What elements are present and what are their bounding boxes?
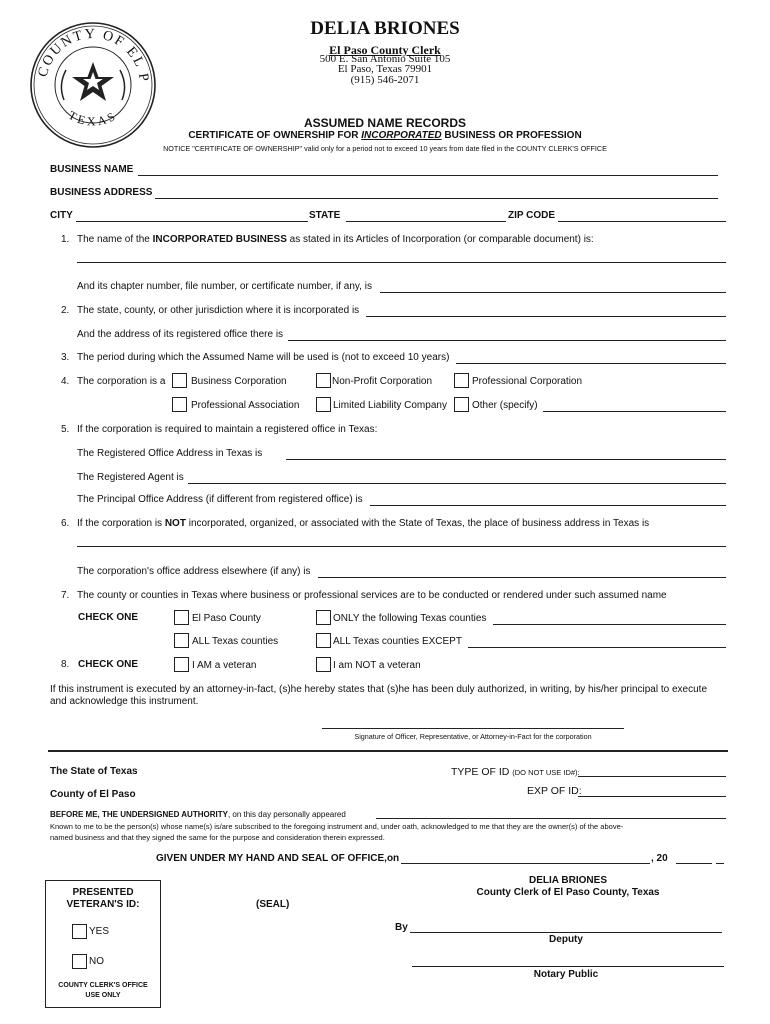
item-3-field[interactable]	[456, 363, 726, 364]
office-phone: (915) 546-2071	[350, 74, 420, 86]
type-of-id-field[interactable]	[578, 776, 726, 777]
item-1-field[interactable]	[77, 262, 726, 263]
personally-appeared-field[interactable]	[376, 818, 726, 819]
zip-field[interactable]	[558, 221, 726, 222]
veteran-yes-label: YES	[89, 926, 110, 937]
item-3-text: The period during which the Assumed Name will be used is (not to exceed 10 years)	[77, 352, 450, 363]
item-2-number: 2.	[61, 305, 70, 316]
principal-office-label: The Principal Office Address (if different from registered office) is	[77, 494, 363, 505]
year-field-2[interactable]	[716, 863, 724, 864]
item-2-text: The state, county, or other jurisdiction where it is incorporated is	[77, 305, 360, 316]
item-1-number: 1.	[61, 234, 70, 245]
item-7-text: The county or counties in Texas where business or professional services are to be conducted or rendered under such assumed name	[77, 590, 667, 601]
business-address-field[interactable]	[155, 198, 718, 199]
office-elsewhere-field[interactable]	[318, 577, 726, 578]
item-4-number: 4.	[61, 376, 70, 387]
all-except-checkbox[interactable]	[316, 633, 331, 648]
notice: NOTICE "CERTIFICATE OF OWNERSHIP" valid only for a period not to exceed 10 years from date filed in the COUNTY CLERK'S OFFICE	[163, 144, 607, 153]
principal-office-field[interactable]	[370, 505, 726, 506]
not-veteran-label: I am NOT a veteran	[333, 660, 421, 671]
only-following-field[interactable]	[493, 624, 726, 625]
given-date-field[interactable]	[401, 863, 650, 864]
county-seal	[28, 20, 158, 150]
city-label: CITY	[50, 210, 73, 221]
clerk-signature-name: DELIA BRIONES	[529, 875, 607, 886]
veteran-box-footer-1: COUNTY CLERK'S OFFICE	[58, 982, 148, 989]
item-5-number: 5.	[61, 424, 70, 435]
type-of-id-label: TYPE OF ID (DO NOT USE ID#):	[451, 766, 580, 778]
item-1-text: The name of the INCORPORATED BUSINESS as stated in its Articles of Incorporation (or comparable document) is:	[77, 234, 594, 245]
item-5-text: If the corporation is required to maintain a registered office in Texas:	[77, 424, 378, 435]
llc-label: Limited Liability Company	[333, 400, 447, 411]
given-under-hand: GIVEN UNDER MY HAND AND SEAL OF OFFICE,on	[156, 853, 400, 864]
deputy-label: Deputy	[549, 934, 583, 945]
item-8-number: 8.	[61, 659, 70, 670]
check-one-8-label: CHECK ONE	[78, 659, 139, 670]
item-2-address-field[interactable]	[288, 340, 726, 341]
business-address-label: BUSINESS ADDRESS	[50, 187, 153, 198]
clerk-name: DELIA BRIONES	[310, 18, 460, 39]
veteran-box-title-1: PRESENTED	[72, 887, 134, 898]
veteran-label: I AM a veteran	[192, 660, 257, 671]
registered-office-label: The Registered Office Address in Texas is	[77, 448, 263, 459]
document-title: ASSUMED NAME RECORDS	[303, 116, 466, 130]
check-one-label: CHECK ONE	[78, 612, 139, 623]
llc-checkbox[interactable]	[316, 397, 331, 412]
signature-caption: Signature of Officer, Representative, or Attorney-in-Fact for the corporation	[354, 732, 592, 741]
office-elsewhere-label: The corporation's office address elsewhere (if any) is	[77, 566, 311, 577]
before-me-text: BEFORE ME, THE UNDERSIGNED AUTHORITY, on this day personally appeared	[50, 810, 346, 819]
only-following-label: ONLY the following Texas counties	[333, 613, 487, 624]
seal-label: (SEAL)	[256, 899, 290, 910]
exp-of-id-label: EXP OF ID:	[527, 785, 582, 797]
year-field[interactable]	[676, 863, 712, 864]
office-name: El Paso County Clerk	[329, 43, 441, 57]
clerk-signature-title: County Clerk of El Paso County, Texas	[476, 887, 660, 898]
known-text-1: Known to me to be the person(s) whose name(s) is/are subscribed to the foregoing instrument and, under oath, acknowledged to me that they are the owner(s) of the above-	[50, 822, 624, 831]
document-subtitle: CERTIFICATE OF OWNERSHIP FOR INCORPORATED BUSINESS OR PROFESSION	[188, 130, 582, 141]
state-field[interactable]	[346, 221, 506, 222]
county-of-el-paso: County of El Paso	[50, 789, 136, 800]
item-4-text: The corporation is a	[77, 376, 166, 387]
attorney-statement-2: and acknowledge this instrument.	[50, 696, 199, 707]
state-label: STATE	[309, 210, 341, 221]
veteran-box-title-2: VETERAN'S ID:	[66, 899, 140, 910]
by-label: By	[395, 922, 408, 933]
veteran-no-label: NO	[89, 956, 104, 967]
business-corporation-label: Business Corporation	[191, 376, 287, 387]
svg-text:TEXAS	[66, 108, 120, 128]
item-2-address-label: And the address of its registered office there is	[77, 329, 284, 340]
business-name-field[interactable]	[138, 175, 718, 176]
other-specify-field[interactable]	[543, 411, 726, 412]
professional-association-label: Professional Association	[191, 400, 300, 411]
signature-field[interactable]	[322, 728, 624, 729]
state-of-texas: The State of Texas	[50, 766, 138, 777]
all-except-label: ALL Texas counties EXCEPT	[333, 636, 462, 647]
other-checkbox[interactable]	[454, 397, 469, 412]
only-following-checkbox[interactable]	[316, 610, 331, 625]
item-6-field[interactable]	[77, 546, 726, 547]
seal-text-bottom: TEXAS	[66, 107, 120, 129]
professional-association-checkbox[interactable]	[172, 397, 187, 412]
office-address2: El Paso, Texas 79901	[337, 63, 433, 75]
known-text-2: named business and that they signed the same for the purpose and consideration therein expressed.	[50, 833, 385, 842]
item-1-chapter-field[interactable]	[380, 292, 726, 293]
el-paso-county-checkbox[interactable]	[174, 610, 189, 625]
all-except-field[interactable]	[468, 647, 726, 648]
business-corporation-checkbox[interactable]	[172, 373, 187, 388]
professional-corporation-label: Professional Corporation	[472, 376, 583, 387]
veteran-id-box	[45, 880, 161, 1008]
year-label: , 20	[651, 853, 668, 864]
office-address1: 500 E. San Antonio Suite 105	[319, 53, 451, 65]
veteran-box-footer-2: USE ONLY	[85, 992, 121, 999]
zip-label: ZIP CODE	[508, 210, 556, 221]
attorney-statement-1: If this instrument is executed by an attorney-in-fact, (s)he hereby states that (s)he has been duly authorized, in writing, by his/her principal to execute	[50, 684, 708, 695]
notary-signature-field[interactable]	[412, 966, 724, 967]
seal-text-top: COUNTY OF EL P	[35, 26, 152, 83]
business-name-label: BUSINESS NAME	[50, 164, 134, 175]
item-7-number: 7.	[61, 590, 70, 601]
professional-corporation-checkbox[interactable]	[454, 373, 469, 388]
item-6-text: If the corporation is NOT incorporated, organized, or associated with the State of Texas, the place of business address in Texas is	[77, 518, 650, 529]
all-counties-checkbox[interactable]	[174, 633, 189, 648]
veteran-no-checkbox[interactable]	[72, 954, 87, 969]
registered-office-field[interactable]	[286, 459, 726, 460]
el-paso-county-label: El Paso County	[192, 613, 261, 624]
nonprofit-corporation-checkbox[interactable]	[316, 373, 331, 388]
registered-agent-label: The Registered Agent is	[77, 472, 184, 483]
deputy-signature-field[interactable]	[410, 932, 722, 933]
section-divider	[48, 750, 728, 752]
all-counties-label: ALL Texas counties	[192, 636, 279, 647]
item-6-number: 6.	[61, 518, 70, 529]
notary-public-label: Notary Public	[533, 969, 599, 980]
veteran-yes-checkbox[interactable]	[72, 924, 87, 939]
item-3-number: 3.	[61, 352, 70, 363]
exp-of-id-field[interactable]	[578, 796, 726, 797]
nonprofit-corporation-label: Non-Profit Corporation	[332, 376, 433, 387]
not-veteran-checkbox[interactable]	[316, 657, 331, 672]
registered-agent-field[interactable]	[188, 483, 726, 484]
city-field[interactable]	[76, 221, 308, 222]
veteran-checkbox[interactable]	[174, 657, 189, 672]
item-2-field[interactable]	[366, 316, 726, 317]
item-1-chapter-label: And its chapter number, file number, or certificate number, if any, is	[77, 281, 372, 292]
other-label: Other (specify)	[472, 400, 538, 411]
